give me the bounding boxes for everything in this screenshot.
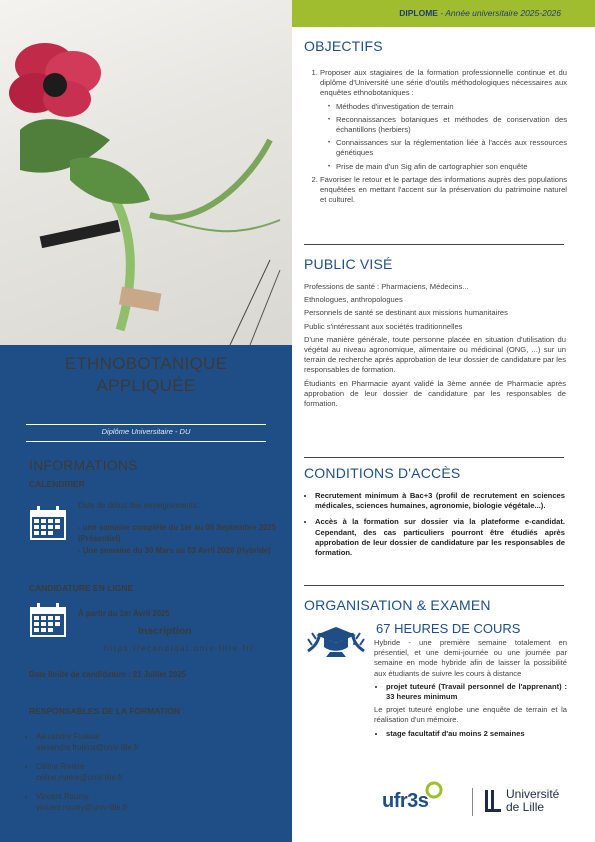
public-line: D'une manière générale, toute personne placée en situation d'utilisation du végétal au niveau agronomique, alimentaire ou médicinal (ONG, ...) sur un terrain de recherche après approbation de leur dossier de candidature par les responsables de formation. [304,334,566,375]
organisation-bullet: • stage facultatif d'au moins 2 semaines [386,729,567,739]
conditions-list [303,491,565,558]
managers-list [22,731,286,821]
public-line: Personnels de santé se destinant aux missions humanitaires [304,308,508,318]
calendar-intro: Date de début des enseignements : [78,501,202,510]
conditions-body [303,491,565,564]
objectives-title: OBJECTIFS [304,38,383,54]
ufr3s-logo: ufr3s [382,790,429,812]
graduation-cap-icon [304,621,368,661]
objective-text: Proposer aux stagiaires de la formation professionnelle continue et du diplôme d'Université une série d'outils méthodologiques nécessaires aux enquêtes ethnobotaniques : [320,68,567,98]
application-deadline: Date limite de candidature : 21 Juillet 2025 [29,670,186,679]
logo-divider [472,788,473,816]
flower-photo [0,0,292,345]
application-title: CANDIDATURE EN LIGNE [29,583,134,593]
univ-name-line2: de Lille [506,800,545,814]
objective-item [320,68,567,172]
section-divider [304,585,564,586]
ufr3s-logo-mark [424,780,444,800]
manager-item [36,731,286,753]
manager-email[interactable]: celine.riviere@univ-lille.fr [36,773,123,782]
conditions-title: CONDITIONS D'ACCÈS [304,465,461,481]
organisation-list [374,729,567,739]
public-line: Étudiants en Pharmacie ayant validé la 3ème année de Pharmacie après approbation de leur dossier de candidature par les responsables de formation. [304,378,566,409]
organisation-bullet: • projet tuteuré (Travail personnel de l'apprenant) : 33 heures minimum [386,682,567,702]
title-line-1: ETHNOBOTANIQUE [64,354,228,373]
subtitle-divider [26,441,266,442]
objective-item: 2. Favoriser le retour et le partage des informations auprès des populations enquêtées en mettant l'accent sur la préservation du patrimoine naturel et culturel. [320,175,567,206]
manager-email[interactable]: alexandre.fruleux@univ-lille.fr [36,743,139,752]
calendar-icon [29,602,67,638]
objectives-body [302,68,567,208]
managers-title: RESPONSABLES DE LA FORMATION : [29,706,186,716]
condition-item: • Recrutement minimum à Bac+3 (profil de recrutement en sciences médicales, sciences humaines, agronomie, biologie végétale...). [315,491,565,511]
calendar-session-2: - Une semaine du 30 Mars au 03 Avril 2026 (Hybride) [78,546,271,555]
calendar-title: CALENDRIER [29,479,85,489]
header-bar [292,0,595,27]
univ-lille-logo [506,788,559,814]
objective-subitem: • Reconnaissances botaniques et méthodes de conservation des échantillons (herbiers) [328,115,567,135]
title-divider [26,424,266,425]
course-hours: 67 HEURES DE COURS [376,621,521,636]
manager-item [36,791,286,813]
manager-name: • Vincent Roumy [36,792,89,801]
objective-sublist [320,102,567,172]
public-title: PUBLIC VISÉ [304,256,393,272]
public-line: Professions de santé : Pharmaciens, Médecins... [304,282,469,291]
manager-item [36,761,286,783]
manager-name: • Alexandre Fruleux [36,732,100,741]
manager-name: • Céline Rivière [36,762,85,771]
section-divider [304,244,564,245]
public-line: Public s'intéressant aux sociétés traditionnelles [304,321,463,331]
univ-name-line1: Université [506,787,560,801]
calendar-session-1: - une semaine complète du 1er au 05 Septembre 2025 (Présentiel) [78,523,277,543]
objective-subitem: • Prise de main d'un Sig afin de cartographier son enquête [328,162,567,172]
public-line: Ethnologues, anthropologues [304,295,403,305]
program-title [0,353,292,397]
objective-subitem: • Connaissances sur la réglementation liée à l'accès aux ressources génétiques [328,138,567,158]
objective-subitem: • Méthodes d'investigation de terrain [328,102,567,112]
condition-item: • Accès à la formation sur dossier via la plateforme e-candidat. Cependant, des cas particuliers pourront être étudiés après approbation de leur dossier de candidature par les responsables de formation. [315,517,565,558]
public-body [304,282,566,412]
manager-email[interactable]: vincent.roumy@univ-lille.fr [36,803,128,812]
calendar-icon [29,505,67,541]
organisation-text: Le projet tuteuré englobe une enquête de terrain et la réalisation d'un mémoire. [374,705,567,725]
application-start-date: À partir du 1er Avril 2025 [78,609,170,618]
section-divider [304,457,564,458]
organisation-title: ORGANISATION & EXAMEN [304,597,491,613]
academic-year: - Année universitaire 2025-2026 [440,8,561,18]
title-line-2: APPLIQUÉE [96,376,196,395]
ecandidat-link[interactable]: https://ecandidat.univ-lille.fr/ [104,644,255,653]
diploma-type: Diplôme Universitaire - DU [101,427,191,436]
info-title: INFORMATIONS [29,457,138,473]
organisation-text: Hybride - une première semaine totalement en présentiel, et une demi-journée ou une journée par semaine en mode hybride afin de laisser la possibilité aux étudiants de suivre les cours à distance [374,638,567,678]
organisation-list [374,682,567,702]
inscription-label: Inscription [138,625,192,637]
organisation-body [374,638,567,739]
univ-lille-logo-mark [484,790,502,814]
objectives-list [302,68,567,205]
diploma-label: DIPLOME [399,8,438,18]
